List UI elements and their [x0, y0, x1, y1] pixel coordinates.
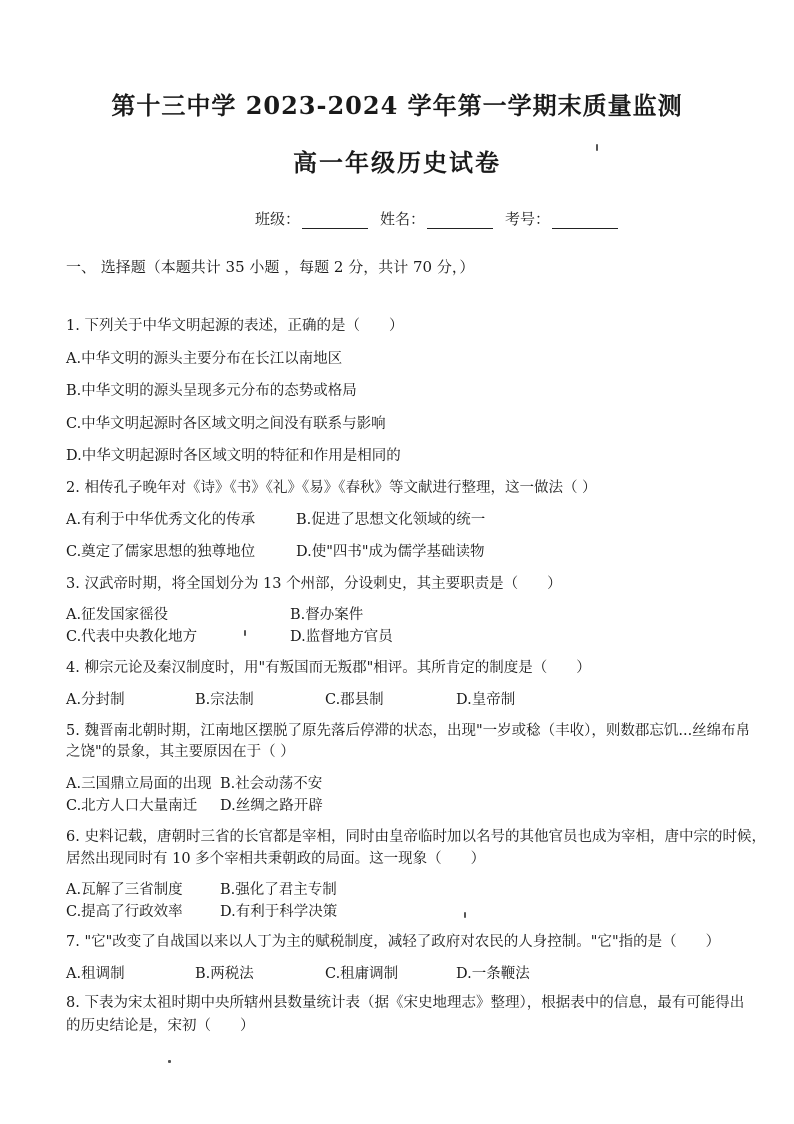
option-c: C.北方人口大量南迁 [66, 798, 198, 814]
option-d: D.丝绸之路开辟 [220, 798, 323, 814]
section-heading: 一、 选择题（本题共计 35 小题 ，每题 2 分，共计 70 分，） [66, 258, 475, 276]
question-stem: 7. "它"改变了自战国以来以人丁为主的赋税制度，减轻了政府对农民的人身控制。"它"指的是（ ） [66, 934, 721, 950]
question-stem: 8. 下表为宋太祖时期中央所辖州县数量统计表（据《宋史地理志》整理），根据表中的信息，最有可能得出 [66, 995, 745, 1011]
option-c: C.代表中央教化地方 [66, 629, 198, 645]
option-b: B.社会动荡不安 [220, 776, 323, 792]
question-stem: 4. 柳宗元论及秦汉制度时，用"有叛国而无叛郡"相评。其所肯定的制度是（ ） [66, 660, 591, 676]
option-a: A.租调制 [66, 966, 125, 982]
question-stem: 1. 下列关于中华文明起源的表述，正确的是（ ） [66, 318, 404, 334]
option-a: A.分封制 [66, 692, 125, 708]
option-d: D.使"四书"成为儒学基础读物 [296, 544, 485, 560]
name-label: 姓名： [380, 210, 426, 228]
question-stem-cont: 之饶"的景象，其主要原因在于（ ） [66, 744, 295, 760]
option-c: C.郡县制 [325, 692, 384, 708]
question-stem-cont: 的历史结论是，宋初（ ） [66, 1018, 255, 1034]
exam-title: 第十三中学 2023-2024 学年第一学期末质量监测 [111, 91, 683, 120]
question-stem: 5. 魏晋南北朝时期，江南地区摆脱了原先落后停滞的状态，出现"一岁或稔（丰收），则数郡忘饥...丝绵布帛 [66, 723, 751, 739]
option-b: B.强化了君主专制 [220, 882, 337, 898]
option-c: C.中华文明起源时各区域文明之间没有联系与影响 [66, 416, 386, 432]
option-d: D.皇帝制 [456, 692, 516, 708]
class-label: 班级： [255, 210, 301, 228]
option-c: C.租庸调制 [325, 966, 399, 982]
question-stem: 6. 史料记载，唐朝时三省的长官都是宰相，同时由皇帝临时加以名号的其他官员也成为宰相，唐中宗的时候， [66, 829, 766, 845]
option-b: B.促进了思想文化领域的统一 [296, 512, 486, 528]
question-stem: 2. 相传孔子晚年对《诗》《书》《礼》《易》《春秋》等文献进行整理，这一做法（ ） [66, 480, 597, 496]
number-label: 考号： [505, 210, 551, 228]
option-a: A.三国鼎立局面的出现 [66, 776, 212, 792]
scan-speck [244, 630, 246, 636]
option-b: B.中华文明的源头呈现多元分布的态势或格局 [66, 383, 357, 399]
option-d: D.有利于科学决策 [220, 904, 338, 920]
option-d: D.一条鞭法 [456, 966, 530, 982]
scan-speck [464, 912, 466, 918]
option-a: A.中华文明的源头主要分布在长江以南地区 [66, 351, 343, 367]
option-c: C.提高了行政效率 [66, 904, 183, 920]
scan-speck [168, 1060, 171, 1063]
option-a: A.征发国家徭役 [66, 607, 169, 623]
exam-subtitle: 高一年级历史试卷 [293, 148, 501, 177]
option-b: B.宗法制 [195, 692, 254, 708]
name-blank[interactable] [427, 212, 493, 229]
option-d: D.监督地方官员 [290, 629, 393, 645]
option-c: C.奠定了儒家思想的独尊地位 [66, 544, 256, 560]
question-stem-cont: 居然出现同时有 10 多个宰相共秉朝政的局面。这一现象（ ） [66, 851, 486, 867]
number-blank[interactable] [552, 212, 618, 229]
option-b: B.督办案件 [290, 607, 364, 623]
option-b: B.两税法 [195, 966, 254, 982]
option-d: D.中华文明起源时各区域文明的特征和作用是相同的 [66, 448, 401, 464]
student-info-row [255, 208, 618, 229]
option-a: A.瓦解了三省制度 [66, 882, 183, 898]
question-stem: 3. 汉武帝时期，将全国划分为 13 个州部，分设刺史，其主要职责是（ ） [66, 576, 562, 592]
option-a: A.有利于中华优秀文化的传承 [66, 512, 256, 528]
class-blank[interactable] [302, 212, 368, 229]
scan-speck [596, 144, 598, 151]
